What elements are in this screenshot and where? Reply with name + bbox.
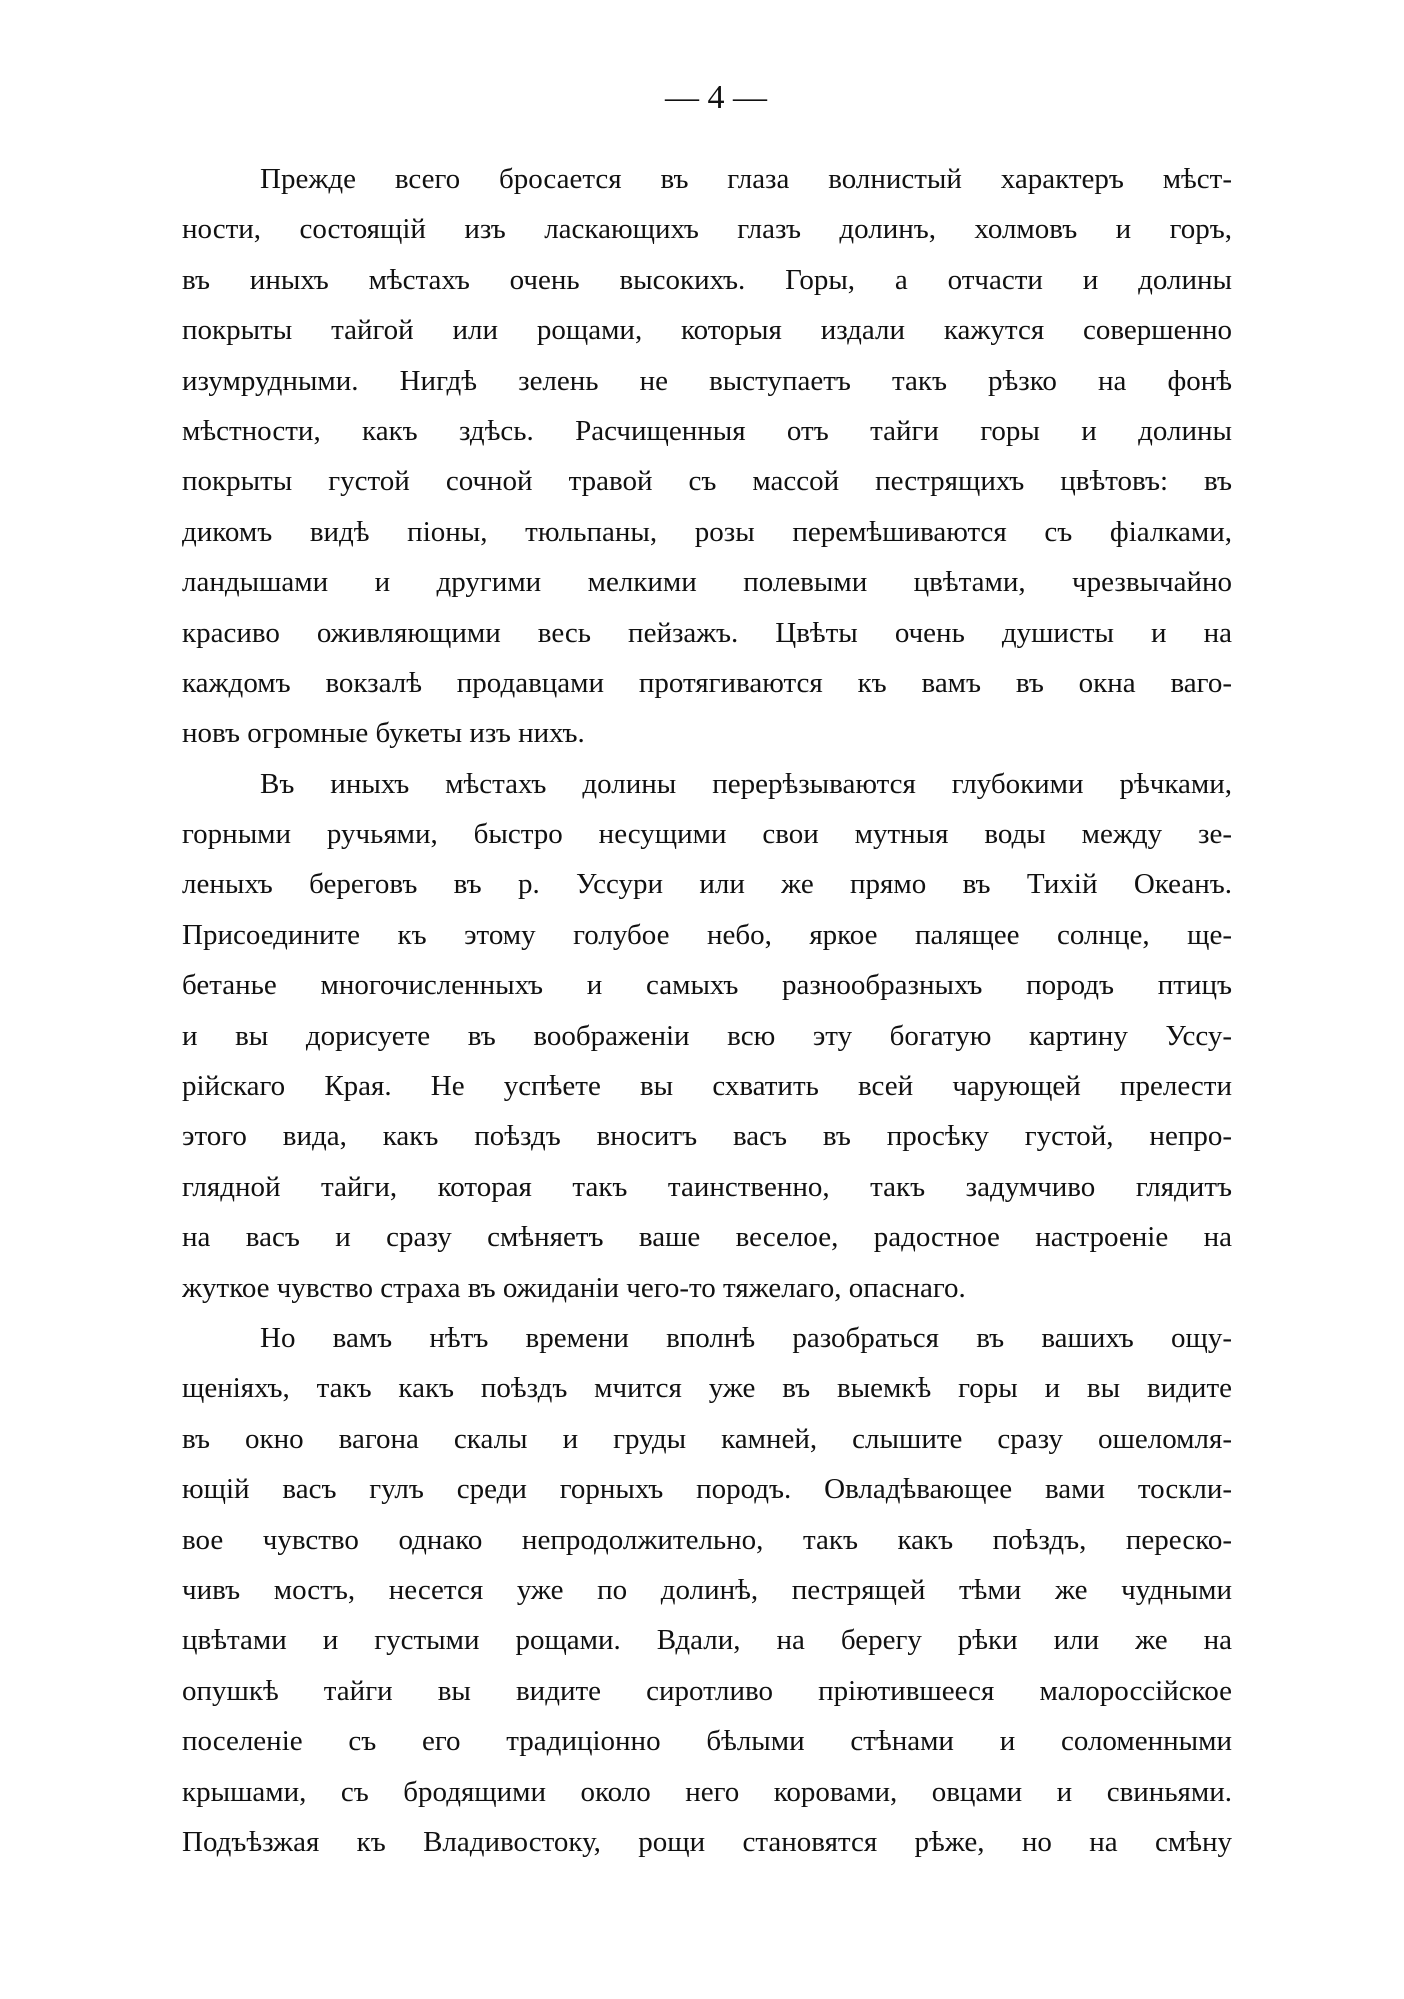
text-line: и вы дорисуете въ воображеніи всю эту богатую картину Уссу-	[182, 1019, 1232, 1052]
text-line: мѣстности, какъ здѣсь. Расчищенныя отъ тайги горы и долины	[182, 414, 1232, 447]
text-line: вое чувство однако непродолжительно, такъ какъ поѣздъ, переско-	[182, 1523, 1232, 1556]
text-line: Присоедините къ этому голубое небо, яркое палящее солнце, ще-	[182, 918, 1232, 951]
text-line: цвѣтами и густыми рощами. Вдали, на берегу рѣки или же на	[182, 1624, 1232, 1657]
paragraph-1	[182, 154, 1232, 759]
text-line: Прежде всего бросается въ глаза волнистый характеръ мѣст-	[260, 163, 1232, 195]
text-line: чивъ мостъ, несется уже по долинѣ, пестрящей тѣми же чудными	[182, 1573, 1232, 1606]
text-line: ности, состоящій изъ ласкающихъ глазъ долинъ, холмовъ и горъ,	[182, 213, 1232, 246]
text-line: новъ огромные букеты изъ нихъ.	[182, 717, 585, 750]
text-line: ющій васъ гулъ среди горныхъ породъ. Овладѣвающее вами тоскли-	[182, 1473, 1232, 1506]
text-line: поселеніе съ его традиціонно бѣлыми стѣнами и соломенными	[182, 1725, 1232, 1758]
book-page	[182, 72, 1232, 1867]
text-line: въ окно вагона скалы и груды камней, слышите сразу ошеломля-	[182, 1422, 1232, 1455]
text-line: этого вида, какъ поѣздъ вноситъ васъ въ просѣку густой, непро-	[182, 1120, 1232, 1153]
text-line: Но вамъ нѣтъ времени вполнѣ разобраться въ вашихъ ощу-	[260, 1321, 1232, 1354]
page-number: — 4 —	[665, 79, 767, 116]
text-line: Въ иныхъ мѣстахъ долины перерѣзываются глубокими рѣчками,	[260, 767, 1232, 800]
text-line: жуткое чувство страха въ ожиданіи чего-то тяжелаго, опаснаго.	[182, 1271, 966, 1304]
text-line: Подъѣзжая къ Владивостоку, рощи становятся рѣже, но на смѣну	[182, 1825, 1232, 1858]
text-line: бетанье многочисленныхъ и самыхъ разнообразныхъ породъ птицъ	[182, 969, 1232, 1002]
text-line: покрыты густой сочной травой съ массой пестрящихъ цвѣтовъ: въ	[182, 465, 1232, 498]
text-line: изумрудными. Нигдѣ зелень не выступаетъ такъ рѣзко на фонѣ	[182, 364, 1232, 397]
text-line: каждомъ вокзалѣ продавцами протягиваются къ вамъ въ окна ваго-	[182, 666, 1232, 699]
text-line: красиво оживляющими весь пейзажъ. Цвѣты очень душисты и на	[182, 616, 1232, 649]
text-line: покрыты тайгой или рощами, которыя издали кажутся совершенно	[182, 314, 1232, 347]
paragraph-3	[182, 1313, 1232, 1867]
text-line: дикомъ видѣ піоны, тюльпаны, розы перемѣшиваются съ фіалками,	[182, 515, 1232, 548]
paragraph-2	[182, 759, 1232, 1313]
text-line: глядной тайги, которая такъ таинственно, такъ задумчиво глядитъ	[182, 1170, 1232, 1203]
text-line: опушкѣ тайги вы видите сиротливо пріютившееся малороссійское	[182, 1674, 1232, 1707]
text-line: леныхъ береговъ въ р. Уссури или же прямо въ Тихій Океанъ.	[182, 868, 1232, 901]
text-line: на васъ и сразу смѣняетъ ваше веселое, радостное настроеніе на	[182, 1221, 1232, 1254]
text-line: ландышами и другими мелкими полевыми цвѣтами, чрезвычайно	[182, 566, 1232, 599]
text-line: щеніяхъ, такъ какъ поѣздъ мчится уже въ выемкѣ горы и вы видите	[182, 1372, 1232, 1405]
text-line: въ иныхъ мѣстахъ очень высокихъ. Горы, а отчасти и долины	[182, 263, 1232, 296]
text-line: горными ручьями, быстро несущими свои мутныя воды между зе-	[182, 818, 1232, 851]
text-line: крышами, съ бродящими около него коровами, овцами и свиньями.	[182, 1775, 1232, 1808]
text-line: рійскаго Края. Не успѣете вы схватить всей чарующей прелести	[182, 1070, 1232, 1103]
